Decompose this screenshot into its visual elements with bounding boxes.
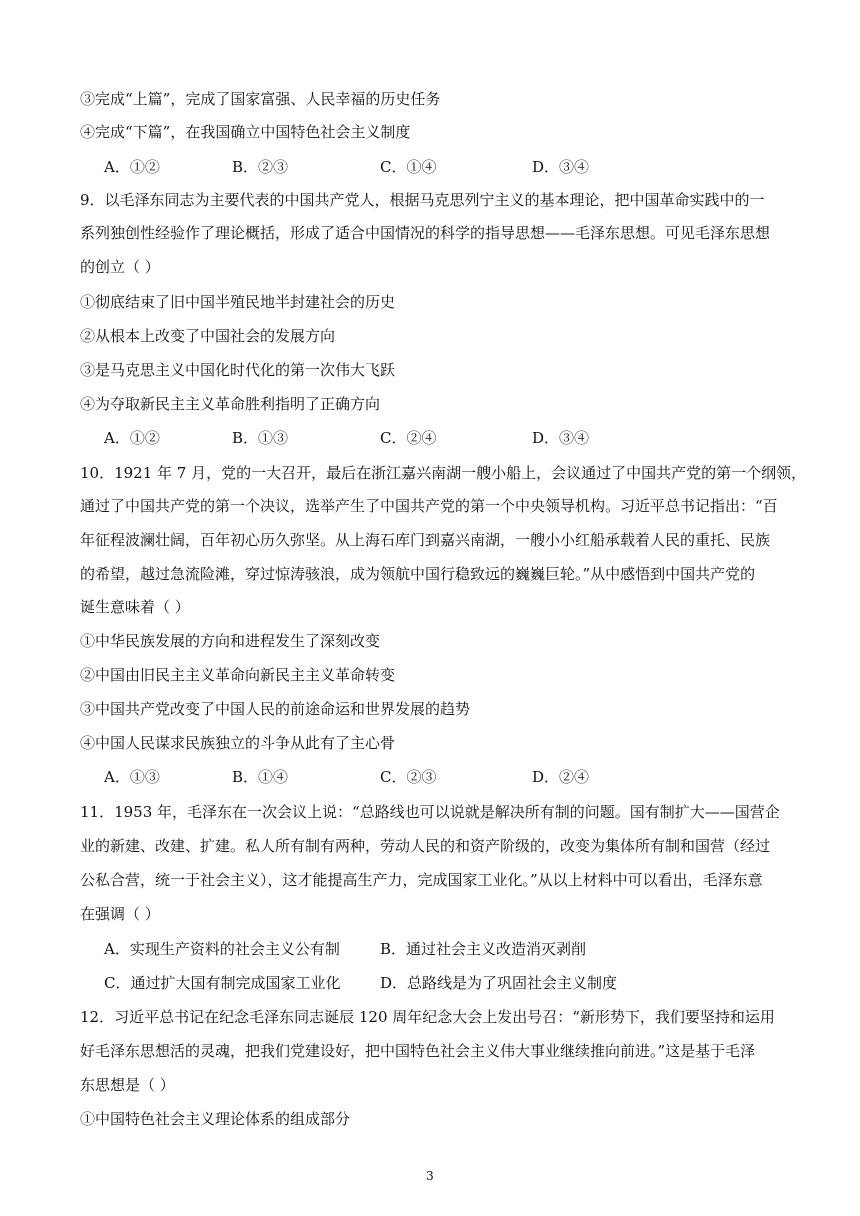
- option-d: D．②④: [532, 768, 590, 786]
- statement-line: ④中国人民谋求民族独立的斗争从此有了主心骨: [80, 734, 396, 752]
- statement-line: ①彻底结束了旧中国半殖民地半封建社会的历史: [80, 293, 396, 311]
- statement-line: ②中国由旧民主主义革命向新民主主义革命转变: [80, 666, 396, 684]
- statement-line: ④完成“下篇”，在我国确立中国特色社会主义制度: [80, 123, 411, 141]
- option-c: C．①④: [380, 158, 437, 176]
- question-11-text: 公私合营，统一于社会主义），这才能提高生产力，完成国家工业化。”从以上材料中可以看出，毛泽东意: [80, 871, 763, 889]
- option-c: C．②④: [380, 429, 437, 447]
- statement-line: ③完成“上篇”，完成了国家富强、人民幸福的历史任务: [80, 90, 441, 108]
- statement-line: ②从根本上改变了中国社会的发展方向: [80, 327, 336, 345]
- statement-line: ③中国共产党改变了中国人民的前途命运和世界发展的趋势: [80, 700, 471, 718]
- question-9-text: 的创立（ ）: [80, 258, 160, 276]
- answer-options: [104, 767, 764, 787]
- option-c: C．②③: [380, 768, 437, 786]
- statement-line: ④为夺取新民主主义革命胜利指明了正确方向: [80, 395, 381, 413]
- statement-line: ①中国特色社会主义理论体系的组成部分: [80, 1110, 351, 1128]
- option-a: A．①②: [104, 158, 160, 176]
- answer-options: [104, 157, 764, 177]
- question-10-text: 的希望，越过急流险滩，穿过惊涛骇浪，成为领航中国行稳致远的巍巍巨轮。”从中感悟到中国共产党的: [80, 565, 756, 583]
- question-10-text: 通过了中国共产党的第一个决议，选举产生了中国共产党的第一个中央领导机构。习近平总书记指出：“百: [80, 497, 778, 515]
- option-a: A．①③: [104, 768, 160, 786]
- option-d: D．③④: [532, 158, 590, 176]
- statement-line: ③是马克思主义中国化时代化的第一次伟大飞跃: [80, 361, 396, 379]
- statement-line: ①中华民族发展的方向和进程发生了深刻改变: [80, 632, 381, 650]
- option-b: B．通过社会主义改造消灭剥削: [380, 940, 587, 958]
- page-number: 3: [426, 1169, 434, 1183]
- answer-options: [104, 973, 764, 993]
- question-9: 9．以毛泽东同志为主要代表的中国共产党人，根据马克思列宁主义的基本理论，把中国革命实践中的一: [80, 191, 765, 209]
- answer-options: [104, 939, 764, 959]
- question-11-text: 业的新建、改建、扩建。私人所有制有两种，劳动人民的和资产阶级的，改变为集体所有制和国营（经过: [80, 837, 771, 855]
- option-d: D．③④: [532, 429, 590, 447]
- question-10-text: 年征程波澜壮阔，百年初心历久弥坚。从上海石库门到嘉兴南湖，一艘小小红船承载着人民的重托、民族: [80, 531, 771, 549]
- question-12: 12．习近平总书记在纪念毛泽东同志诞辰 120 周年纪念大会上发出号召：“新形势下，我们要坚持和运用: [80, 1008, 775, 1026]
- option-d: D．总路线是为了巩固社会主义制度: [380, 974, 618, 992]
- question-12-text: 东思想是（ ）: [80, 1076, 175, 1094]
- question-10: 10．1921 年 7 月，党的一大召开，最后在浙江嘉兴南湖一艘小船上，会议通过了中国共产党的第一个纲领，: [80, 464, 807, 482]
- question-10-text: 诞生意味着（ ）: [80, 598, 190, 616]
- question-11-text: 在强调（ ）: [80, 905, 160, 923]
- option-b: B．①④: [232, 768, 289, 786]
- option-a: A．实现生产资料的社会主义公有制: [104, 940, 340, 958]
- option-a: A．①②: [104, 429, 160, 447]
- answer-options: [104, 428, 764, 448]
- option-c: C．通过扩大国有制完成国家工业化: [104, 974, 341, 992]
- question-11: 11．1953 年，毛泽东在一次会议上说：“总路线也可以说就是解决所有制的问题。国有制扩大——国营企: [80, 803, 780, 821]
- option-b: B．②③: [232, 158, 289, 176]
- question-12-text: 好毛泽东思想活的灵魂，把我们党建设好，把中国特色社会主义伟大事业继续推向前进。”这是基于毛泽: [80, 1042, 756, 1060]
- question-9-text: 系列独创性经验作了理论概括，形成了适合中国情况的科学的指导思想——毛泽东思想。可见毛泽东思想: [80, 224, 771, 242]
- option-b: B．①③: [232, 429, 289, 447]
